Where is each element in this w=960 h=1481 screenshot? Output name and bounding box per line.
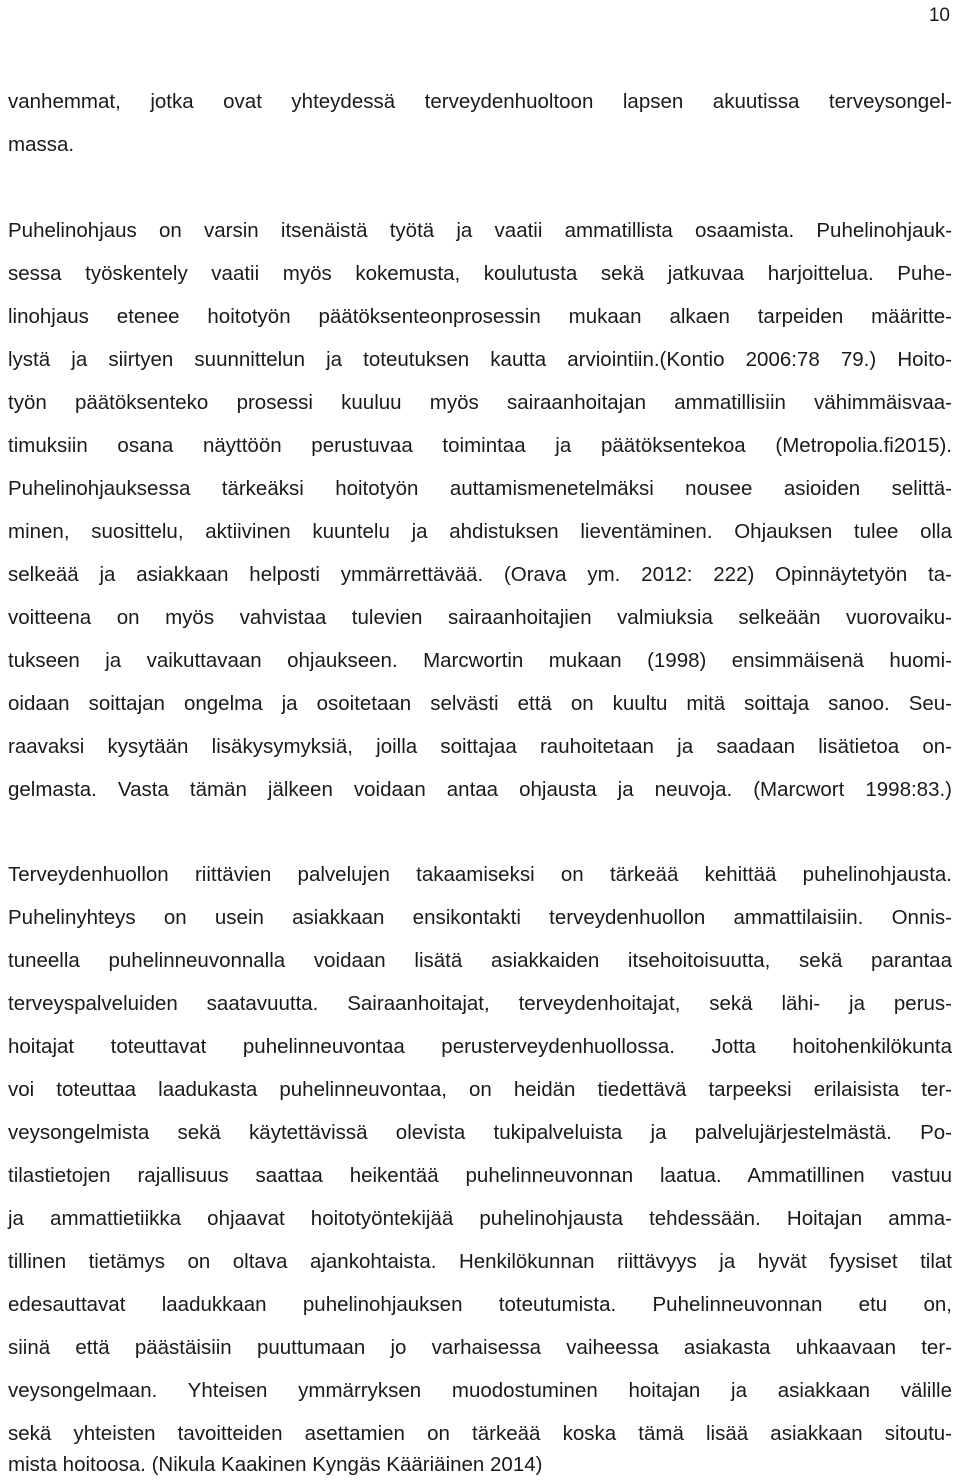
text-line: voitteena on myös vahvistaa tulevien sairaanhoitajien valmiuksia selkeään vuorovaiku-: [8, 606, 952, 629]
text-line: gelmasta. Vasta tämän jälkeen voidaan antaa ohjausta ja neuvoja. (Marcwort 1998:83.): [8, 778, 952, 801]
text-line: Puhelinyhteys on usein asiakkaan ensikontakti terveydenhuollon ammattilaisiin. Onnis-: [8, 906, 952, 929]
text-line: raavaksi kysytään lisäkysymyksiä, joilla soittajaa rauhoitetaan ja saadaan lisätietoa on-: [8, 735, 952, 758]
text-line: vanhemmat, jotka ovat yhteydessä terveydenhuoltoon lapsen akuutissa terveysongel-: [8, 90, 952, 113]
page-number: 10: [928, 5, 950, 26]
text-line: ja ammattietiikka ohjaavat hoitotyöntekijää puhelinohjausta tehdessään. Hoitajan amma-: [8, 1207, 952, 1230]
text-line: Puhelinohjaus on varsin itsenäistä työtä ja vaatii ammatillista osaamista. Puhelinohjauk-: [8, 219, 952, 242]
text-line: tilastietojen rajallisuus saattaa heikentää puhelinneuvonnan laatua. Ammatillinen vastuu: [8, 1164, 952, 1187]
text-line: Puhelinohjauksessa tärkeäksi hoitotyön auttamismenetelmäksi nousee asioiden selittä-: [8, 477, 952, 500]
text-line: lystä ja siirtyen suunnittelun ja toteutuksen kautta arviointiin.(Kontio 2006:78 79.) Hoito-: [8, 348, 952, 371]
text-line: edesauttavat laadukkaan puhelinohjauksen toteutumista. Puhelinneuvonnan etu on,: [8, 1293, 952, 1316]
text-line: massa.: [8, 133, 75, 156]
text-line: minen, suosittelu, aktiivinen kuuntelu ja ahdistuksen lieventäminen. Ohjauksen tulee olla: [8, 520, 952, 543]
text-line: veysongelmaan. Yhteisen ymmärryksen muodostuminen hoitajan ja asiakkaan välille: [8, 1379, 952, 1402]
text-line: oidaan soittajan ongelma ja osoitetaan selvästi että on kuultu mitä soittaja sanoo. Seu-: [8, 692, 952, 715]
text-line: linohjaus etenee hoitotyön päätöksenteonprosessin mukaan alkaen tarpeiden määritte-: [8, 305, 952, 328]
text-line: veysongelmista sekä käytettävissä olevista tukipalveluista ja palvelujärjestelmästä. Po-: [8, 1121, 952, 1144]
text-line: mista hoitoosa. (Nikula Kaakinen Kyngäs Kääriäinen 2014): [8, 1453, 543, 1476]
text-line: terveyspalveluiden saatavuutta. Sairaanhoitajat, terveydenhoitajat, sekä lähi- ja perus-: [8, 992, 952, 1015]
text-line: tillinen tietämys on oltava ajankohtaista. Henkilökunnan riittävyys ja hyvät fyysiset tilat: [8, 1250, 952, 1273]
text-line: tuneella puhelinneuvonnalla voidaan lisätä asiakkaiden itsehoitoisuutta, sekä parantaa: [8, 949, 952, 972]
text-line: hoitajat toteuttavat puhelinneuvontaa perusterveydenhuollossa. Jotta hoitohenkilökunta: [8, 1035, 952, 1058]
text-line: siinä että päästäisiin puuttumaan jo varhaisessa vaiheessa asiakasta uhkaavaan ter-: [8, 1336, 952, 1359]
text-line: työn päätöksenteko prosessi kuuluu myös sairaanhoitajan ammatillisiin vähimmäisvaa-: [8, 391, 952, 414]
text-line: sessa työskentely vaatii myös kokemusta, koulutusta sekä jatkuvaa harjoittelua. Puhe-: [8, 262, 952, 285]
text-line: sekä yhteisten tavoitteiden asettamien on tärkeää koska tämä lisää asiakkaan sitoutu-: [8, 1422, 952, 1445]
text-line: selkeää ja asiakkaan helposti ymmärrettävää. (Orava ym. 2012: 222) Opinnäytetyön ta-: [8, 563, 952, 586]
text-line: Terveydenhuollon riittävien palvelujen takaamiseksi on tärkeää kehittää puhelinohjausta.: [8, 863, 952, 886]
text-line: timuksiin osana näyttöön perustuvaa toimintaa ja päätöksentekoa (Metropolia.fi2015).: [8, 434, 952, 457]
text-line: voi toteuttaa laadukasta puhelinneuvontaa, on heidän tiedettävä tarpeeksi erilaisista ter-: [8, 1078, 952, 1101]
text-line: tukseen ja vaikuttavaan ohjaukseen. Marcwortin mukaan (1998) ensimmäisenä huomi-: [8, 649, 952, 672]
